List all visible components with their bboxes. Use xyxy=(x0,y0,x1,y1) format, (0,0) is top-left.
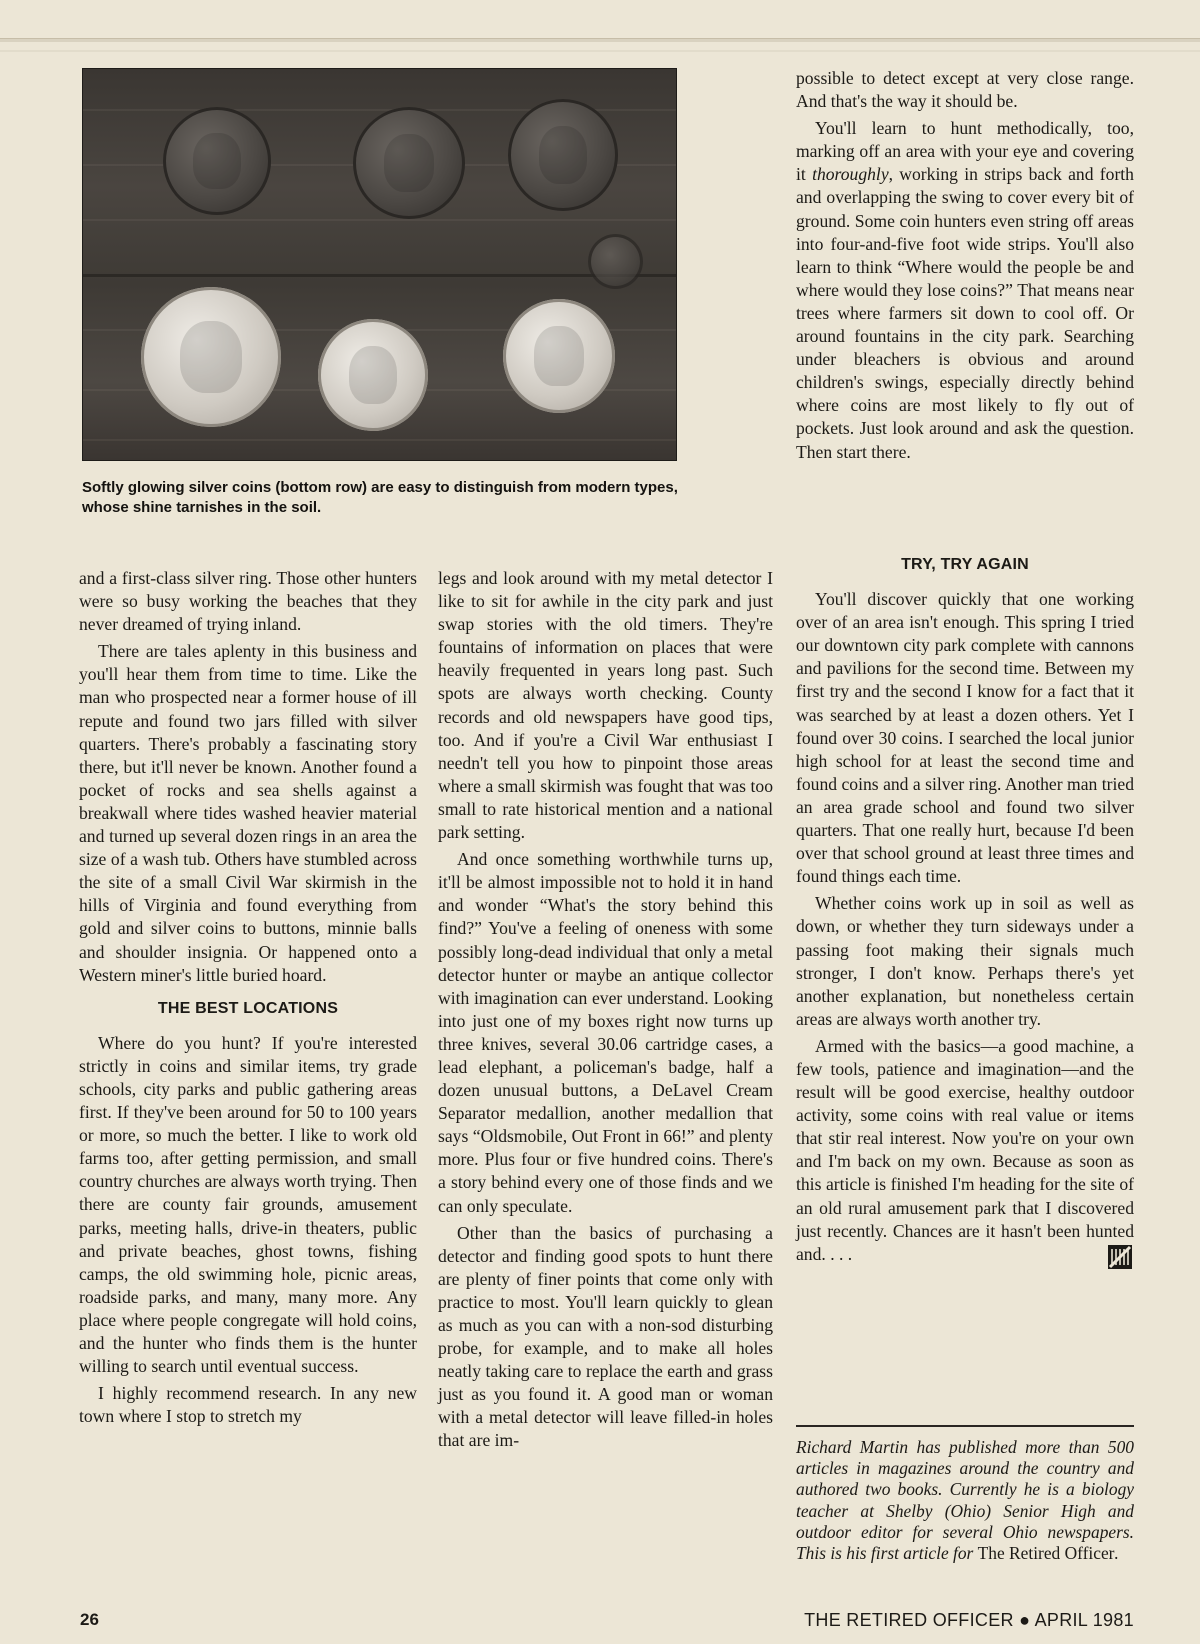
photo-caption: Softly glowing silver coins (bottom row) are easy to distinguish from modern types, whose shine tarnishes in the soil. xyxy=(82,479,678,516)
paragraph: You'll learn to hunt methodically, too, marking off an area with your eye and covering it thoroughly, working in strips back and forth and overlapping the swing to cover every bit of ground. Some coin hunters even string off areas into four-and-five foot wide strips. You'll also learn to think “Where would the people be and where would they lose coins?” That means near trees where farmers sit down to cool off. Or around fountains in the city park. Searching under bleachers is obvious and around children's swings, especially directly behind where coins are most likely to fly out of pockets. Just look around and ask the question. Then start there. xyxy=(796,118,1134,462)
section-heading: TRY, TRY AGAIN xyxy=(901,556,1029,573)
paragraph: legs and look around with my metal detector I like to sit for awhile in the city park and just swap stories with the old timers. They're fountains of information on places that were heavily frequented in years long past. Such spots are always worth checking. County records and old newspapers have good tips, too. And if you're a Civil War enthusiast I needn't tell you how to pinpoint those areas where a small skirmish was fought that was too small to rate historical mention and a national park setting. xyxy=(438,568,773,843)
page-number: 26 xyxy=(80,1610,99,1629)
column-3-top xyxy=(796,67,1134,468)
bio-rule xyxy=(796,1425,1134,1427)
paragraph: Other than the basics of purchasing a detector and finding good spots to hunt there are plenty of finer points that come only with practice to most. You'll learn quickly to glean as much as you can with a non-sod disturbing probe, for example, and to make all holes neatly taking care to replace the earth and grass just as you found it. A good man or woman with a metal detector will leave filled-in holes that are im- xyxy=(438,1222,773,1451)
wood-crack xyxy=(83,274,676,277)
paragraph: There are tales aplenty in this business and you'll hear them from time to time. Like the man who prospected near a former house of ill repute and found two jars filled with silver quarters. There's probably a fascinating story there, but it'll never be known. Another found a pocket of rocks and sea shells against a breakwall where tides washed heavier material and turned up several dozen rings in an area the size of a wash tub. Others have stumbled across the site of a small Civil War skirmish in the hills of Virginia and found everything from gold and silver coins to buttons, minnie balls and shoulder insignia. Or happened onto a Western miner's little buried hoard. xyxy=(79,641,417,985)
wood-knot xyxy=(588,234,643,289)
wood-grain xyxy=(83,219,676,221)
top-rule xyxy=(0,38,1200,42)
section-heading: THE BEST LOCATIONS xyxy=(157,999,339,1017)
end-of-article-logo-icon xyxy=(1106,1243,1134,1271)
paragraph: and a first-class silver ring. Those other hunters were so busy working the beaches that they never dreamed of trying inland. xyxy=(79,568,417,635)
top-rule-secondary xyxy=(0,50,1200,52)
column-1 xyxy=(79,567,417,1432)
paragraph: Where do you hunt? If you're interested strictly in coins and similar items, try grade schools, city parks and public gathering areas first. If they've been around for 50 to 100 years or more, so much the better. I like to work old farms too, after getting permission, and small country churches are always worth trying. Then there are county fair grounds, amusement parks, meeting halls, drive-in theaters, public and private beaches, ghost towns, fishing camps, the old swimming hole, picnic areas, roadside parks, and many, many more. Any place where people congregate will hold coins, and the hunter who finds them is the hunter willing to search until eventual success. xyxy=(79,1032,417,1377)
silver-coin-1 xyxy=(141,287,281,427)
paragraph: I highly recommend research. In any new town where I stop to stretch my xyxy=(79,1383,417,1427)
author-bio: Richard Martin has published more than 500 articles in magazines around the country and authored two books. Currently he is a biology teacher at Shelby (Ohio) Senior High and outdoor editor for several Ohio newspapers. This is his first article for The Retired Officer. xyxy=(796,1437,1134,1564)
running-footer: THE RETIRED OFFICER ● APRIL 1981 xyxy=(804,1610,1134,1630)
paragraph: You'll discover quickly that one working over of an area isn't enough. This spring I tried our downtown city park complete with cannons and pavilions for the second time. Between my first try and the second I know for a fact that it was searched by at least a dozen others. Yet I found over 30 coins. I searched the local junior high school for at least the second time and found coins and a silver ring. Another man tried an area grade school and found two silver quarters. That one really hurt, because I'd been over that school ground at least three times and found things each time. xyxy=(796,589,1134,887)
column-3 xyxy=(796,543,1134,1271)
silver-coin-3 xyxy=(503,299,615,413)
paragraph: Whether coins work up in soil as well as down, or whether they turn sideways under a passing foot making their signals much stronger, I don't know. Perhaps there's yet another explanation, but nonetheless certain areas are always worth another try. xyxy=(796,893,1134,1029)
paragraph: possible to detect except at very close range. And that's the way it should be. xyxy=(796,68,1134,112)
paragraph: Armed with the basics—a good machine, a few tools, patience and imagination—and the result will be good exercise, healthy outdoor activity, some coins with real value or items that stir real interest. Now you're on your own and I'm back on my own. Because as soon as this article is finished I'm heading for the site of an old rural amusement park that I discovered just recently. Chances are it hasn't been hunted and. . . . xyxy=(796,1035,1134,1266)
paragraph: And once something worthwhile turns up, it'll be almost impossible not to hold it in hand and wonder “What's the story behind this find?” You've a feeling of oneness with some possibly long-dead individual that only a metal detector hunter or maybe an antique collector with imagination can ever understand. Looking into just one of my boxes right now turns up three knives, several 30.06 cartridge cases, a lead elephant, a policeman's badge, half a dozen unusual buttons, a DeLavel Cream Separator medallion, another medallion that says “Oldsmobile, Out Front in 66!” and plenty more. Plus four or five hundred coins. There's a story behind every one of those finds and we can only speculate. xyxy=(438,849,773,1216)
column-2 xyxy=(438,567,773,1457)
modern-coin-1 xyxy=(163,107,271,215)
coins-photo xyxy=(82,68,677,461)
wood-grain xyxy=(83,439,676,441)
silver-coin-2 xyxy=(318,319,428,431)
modern-coin-2 xyxy=(353,107,465,219)
modern-coin-3 xyxy=(508,99,618,211)
